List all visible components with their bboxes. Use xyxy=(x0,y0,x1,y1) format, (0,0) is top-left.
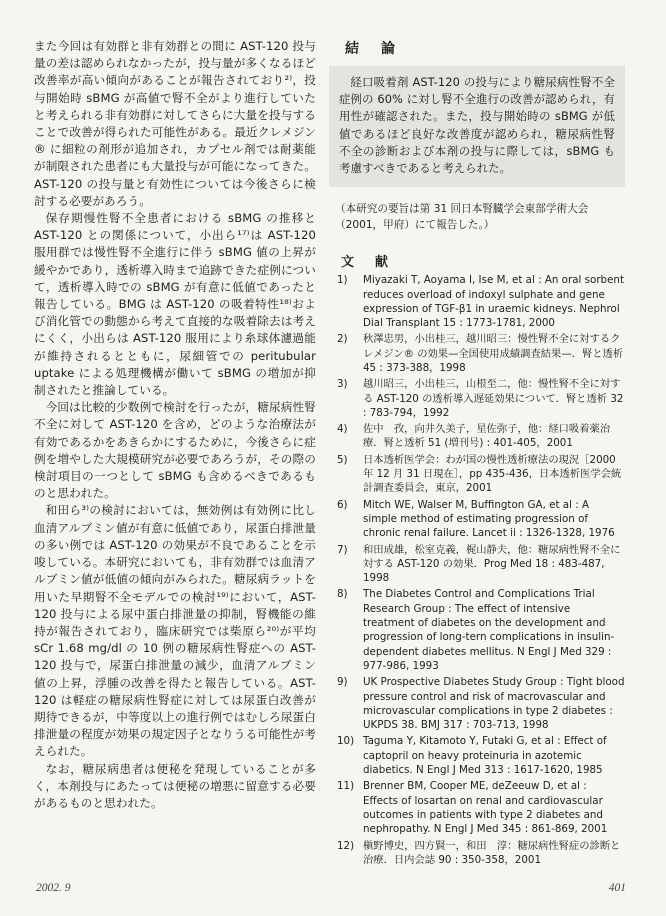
reference-number: 8) xyxy=(337,588,348,601)
reference-item xyxy=(335,675,625,732)
reference-item xyxy=(335,587,625,673)
reference-text: Mitch WE, Walser M, Buffington GA, et al : A simple method of estimating progression of chronic renal failure. Lancet ii : 1326-1328, 1976 xyxy=(363,498,615,540)
reference-number: 11) xyxy=(337,780,355,793)
reference-item xyxy=(335,273,625,330)
reference-number: 7) xyxy=(337,543,348,556)
reference-number: 1) xyxy=(337,274,348,287)
reference-item xyxy=(335,453,625,496)
references-title: 文 献 xyxy=(341,255,393,271)
reference-item xyxy=(335,498,625,541)
reference-number: 9) xyxy=(337,676,348,689)
reference-text: 槇野博史，四方賢一，和田 淳：糖尿病性腎症の診断と治療．日内会誌 90 : 350-358，2001 xyxy=(363,839,621,866)
reference-text: 佐中 孜，向井久美子，星佐弥子，他：経口吸着薬治療．腎と透析 51 (増刊号) : 401-405，2001 xyxy=(363,423,611,450)
presentation-note: （本研究の要旨は第 31 回日本腎臓学会東部学術大会（2001，甲府）にて報告した。） xyxy=(335,203,589,232)
reference-number: 10) xyxy=(337,735,355,748)
reference-item xyxy=(335,422,625,451)
conclusion-box xyxy=(329,66,625,187)
reference-item xyxy=(335,734,625,777)
body-paragraph-3: 今回は比較的少数例で検討を行ったが，糖尿病性腎不全に対して AST-120 を含め，どのような治療法が有効であるかをあきらかにするために，今後さらに症例を増やした大規模研究が必要であろうが，その際の検討項目の一つとして sBMG も含めるべきであるものと思われた。 xyxy=(34,400,316,501)
reference-text: 越川昭三，小出桂三，山根至二，他：慢性腎不全に対する AST-120 の透析導入遅延効果について．腎と透析 32 : 783-794，1992 xyxy=(363,378,624,419)
right-column xyxy=(335,38,625,869)
left-column xyxy=(34,38,316,812)
reference-number: 3) xyxy=(337,378,348,391)
reference-number: 12) xyxy=(337,839,355,852)
conclusion-title: 結 論 xyxy=(345,41,399,57)
reference-number: 5) xyxy=(337,453,348,466)
reference-item xyxy=(335,839,625,868)
conclusion-text: 経口吸着剤 AST-120 の投与により糖尿病性腎不全症例の 60% に対し腎不全進行の改善が認められ，有用性が確認された。また，投与開始時の sBMG が低値であるほど良好な改善度が認められ，糖尿病性腎不全の診断および本剤の投与に際しては，sBMG も考慮すべきであると考えられた。 xyxy=(339,75,615,176)
reference-number: 4) xyxy=(337,423,348,436)
reference-text: Taguma Y, Kitamoto Y, Futaki G, et al : Effect of captopril on heavy proteinuria in azotemic diabetics. N Engl J Med 313 : 1617-1620, 1985 xyxy=(363,735,607,777)
reference-text: UK Prospective Diabetes Study Group : Tight blood pressure control and risk of macrovascular and microvascular complications in type 2 diabetes : UKPDS 38. BMJ 317 : 703-713, 1998 xyxy=(363,676,625,732)
reference-item xyxy=(335,543,625,586)
reference-text: Brenner BM, Cooper ME, deZeeuw D, et al : Effects of losartan on renal and cardiovascular outcomes in patients with type 2 diabetes and nephropathy. N Engl J Med 345 : 861-869, 2001 xyxy=(363,780,608,836)
body-paragraph-5: なお，糖尿病患者は便秘を発現していることが多く，本剤投与にあたっては便秘の増悪に留意する必要があるものと思われた。 xyxy=(34,761,316,810)
reference-text: 秋澤忠男，小出桂三，越川昭三：慢性腎不全に対するクレメジン® の効果—全国使用成績調査結果—．腎と透析 45 : 373-388，1998 xyxy=(363,333,624,374)
reference-text: 日本透析医学会：わが国の慢性透析療法の現況［2000 年 12 月 31 日現在］，pp 435-436，日本透析医学会統計調査委員会，東京，2001 xyxy=(363,453,622,495)
reference-item xyxy=(335,779,625,836)
reference-text: The Diabetes Control and Complications Trial Research Group : The effect of intensive treatment of diabetes on the development and progression of long-tern complications in insulin-dependent diabetes mellitus. N Engl J Med 329 : 977-986, 1993 xyxy=(363,588,615,672)
reference-number: 2) xyxy=(337,333,348,346)
body-paragraph-1: また今回は有効群と非有効群との間に AST-120 投与量の差は認められなかったが，投与量が多くなるほど改善率が高い傾向があることが報告されており²⁾，投与開始時 sBMG が高値で腎不全がより進行していたと考えられる非有効群に対してさらに大量を投与することで改善が得られた可能性がある。最近クレメジン® に細粒の剤形が追加され，カプセル剤では耐薬能が制限された患者にも大量投与が可能になってきた。AST-120 の投与量と有効性については今後さらに検討する必要があろう。 xyxy=(34,39,316,208)
references-section xyxy=(335,251,625,867)
reference-item xyxy=(335,377,625,420)
conclusion-section xyxy=(335,38,625,187)
reference-list xyxy=(335,273,625,867)
page-number: 401 xyxy=(608,882,626,894)
body-paragraph-4: 和田ら³⁾の検討においては，無効例は有効例に比し血清アルブミン値が有意に低値であり，尿蛋白排泄量の多い例では AST-120 の効果が不良であることを示唆している。本研究においても，非有効群では血清アルブミン値が低値の傾向がみられた。糖尿病ラットを用いた早期腎不全モデルでの検討¹⁹⁾において，AST-120 投与による尿中蛋白排泄量の抑制，腎機能の維持が報告されており，臨床研究では柴原ら²⁰⁾が平均 sCr 1.68 mg/dl の 10 例の糖尿病性腎症への AST-120 投与で，尿蛋白排泄量の減少，血清アルブミン値の上昇，浮腫の改善を得たと報告している。AST-120 は軽症の糖尿病性腎症に対しては尿蛋白改善が期待できるが，中等度以上の進行例ではむしろ尿蛋白排泄量の程度が効果の規定因子となりうる可能性が考えられた。 xyxy=(34,503,316,759)
reference-text: 和田成雄，松室克義，梶山静夫，他：糖尿病性腎不全に対する AST-120 の効果．Prog Med 18 : 483-487, 1998 xyxy=(363,543,621,585)
reference-number: 6) xyxy=(337,498,348,511)
reference-item xyxy=(335,332,625,375)
issue-date: 2002. 9 xyxy=(36,882,71,894)
body-paragraph-2: 保存期慢性腎不全患者における sBMG の推移と AST-120 との関係について，小出ら¹⁷⁾は AST-120 服用群では慢性腎不全進行に伴う sBMG 値の上昇が緩やかであり，透析導入時まで追跡できた症例について，透析導入時での sBMG が有意に低値であったと報告している。BMG は AST-120 の吸着特性¹⁸⁾および消化管での動態から考えて直接的な吸着除去は考えにくく，小出らは AST-120 服用により糸球体濾過能が維持されるとともに，尿細管での peritubular uptake による処理機構が働いて sBMG の増加が抑制されたと推論している。 xyxy=(34,211,316,398)
reference-text: Miyazaki T, Aoyama I, Ise M, et al : An oral sorbent reduces overload of indoxyl sulphate and gene expression of TGF-β1 in uraemic kidneys. Nephrol Dial Transplant 15 : 1773-1781, 2000 xyxy=(363,274,624,330)
